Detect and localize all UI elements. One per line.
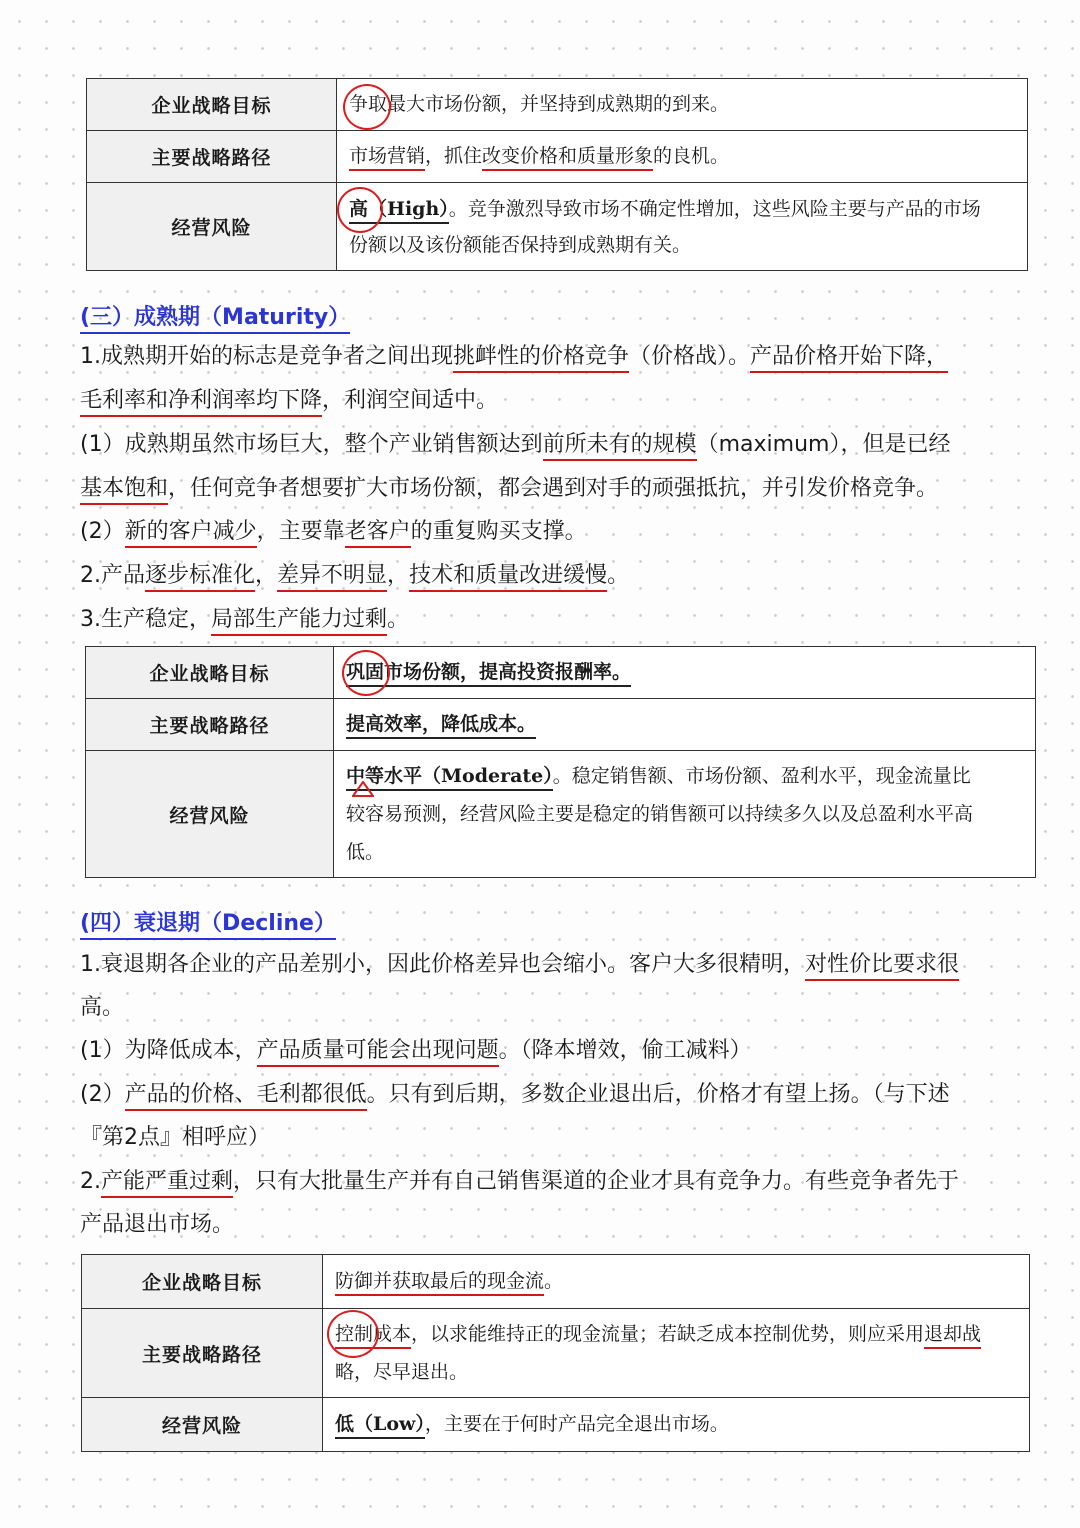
table-row bbox=[87, 79, 1028, 131]
table-maturity-strategy bbox=[85, 646, 1036, 878]
table-value: 高（High）。竞争激烈导致市场不确定性增加，这些风险主要与产品的市场 份额以及该份额能否保持到成熟期有关。 bbox=[337, 183, 1028, 271]
table-value: 控制成本，以求能维持正的现金流量；若缺乏成本控制优势，则应采用退却战 略，尽早退出。 bbox=[323, 1309, 1030, 1398]
table-label: 经营风险 bbox=[86, 751, 334, 878]
table-value: 中等水平（Moderate）。稳定销售额、市场份额、盈利水平，现金流量比 较容易预测，经营风险主要是稳定的销售额可以持续多久以及总盈利水平高 低。 bbox=[334, 751, 1036, 878]
table-label: 经营风险 bbox=[87, 183, 337, 271]
section-heading-maturity: (三）成熟期（Maturity） bbox=[80, 300, 350, 331]
table-label: 主要战略路径 bbox=[82, 1309, 323, 1398]
text-line: (1）为降低成本，产品质量可能会出现问题。（降本增效，偷工减料） bbox=[80, 1036, 752, 1066]
table-label: 企业战略目标 bbox=[82, 1255, 323, 1309]
text-line: 毛利率和净利润率均下降，利润空间适中。 bbox=[80, 386, 498, 416]
section-heading-decline: (四）衰退期（Decline） bbox=[80, 906, 336, 937]
table-row bbox=[86, 699, 1036, 751]
table-row bbox=[82, 1398, 1030, 1452]
table-row bbox=[86, 751, 1036, 878]
text-line: (2）新的客户减少，主要靠老客户的重复购买支撑。 bbox=[80, 517, 587, 547]
highlight-circle bbox=[342, 650, 390, 696]
table-decline-strategy bbox=[81, 1254, 1030, 1452]
table-label: 经营风险 bbox=[82, 1398, 323, 1452]
table-value: 巩固市场份额，提高投资报酬率。 bbox=[334, 647, 1036, 699]
text-line: 高。 bbox=[80, 995, 125, 1020]
table-label: 企业战略目标 bbox=[87, 79, 337, 131]
table-row bbox=[86, 647, 1036, 699]
table-value: 争取最大市场份额，并坚持到成熟期的到来。 bbox=[337, 79, 1028, 131]
text-line: 1.衰退期各企业的产品差别小，因此价格差异也会缩小。客户大多很精明，对性价比要求很 bbox=[80, 950, 959, 980]
table-label: 主要战略路径 bbox=[86, 699, 334, 751]
text-line: 3.生产稳定，局部生产能力过剩。 bbox=[80, 605, 409, 635]
table-value: 低（Low），主要在于何时产品完全退出市场。 bbox=[323, 1398, 1030, 1452]
text-line: (1）成熟期虽然市场巨大，整个产业销售额达到前所未有的规模（maximum），但是已经 bbox=[80, 430, 950, 460]
table-row bbox=[82, 1309, 1030, 1398]
table-label: 主要战略路径 bbox=[87, 131, 337, 183]
text-line: 2.产品逐步标准化，差异不明显，技术和质量改进缓慢。 bbox=[80, 561, 629, 591]
highlight-circle bbox=[327, 1310, 379, 1358]
table-label: 企业战略目标 bbox=[86, 647, 334, 699]
triangle-mark-icon bbox=[352, 781, 374, 797]
table-row bbox=[87, 131, 1028, 183]
highlight-circle bbox=[343, 84, 391, 130]
table-growth-strategy bbox=[86, 78, 1028, 271]
table-value: 防御并获取最后的现金流。 bbox=[323, 1255, 1030, 1309]
text-line: 产品退出市场。 bbox=[80, 1212, 235, 1237]
table-row bbox=[82, 1255, 1030, 1309]
text-line: (2）产品的价格、毛利都很低。只有到后期，多数企业退出后，价格才有望上扬。（与下述 bbox=[80, 1080, 950, 1110]
text-line: 『第2点』相呼应） bbox=[80, 1125, 270, 1150]
text-line: 1.成熟期开始的标志是竞争者之间出现挑衅性的价格竞争（价格战）。产品价格开始下降， bbox=[80, 342, 948, 372]
text-line: 2.产能严重过剩，只有大批量生产并有自己销售渠道的企业才具有竞争力。有些竞争者先于 bbox=[80, 1167, 959, 1197]
table-row bbox=[87, 183, 1028, 271]
table-value: 市场营销，抓住改变价格和质量形象的良机。 bbox=[337, 131, 1028, 183]
text-line: 基本饱和，任何竞争者想要扩大市场份额，都会遇到对手的顽强抵抗，并引发价格竞争。 bbox=[80, 474, 938, 504]
table-value: 提高效率，降低成本。 bbox=[334, 699, 1036, 751]
highlight-circle bbox=[337, 187, 383, 233]
